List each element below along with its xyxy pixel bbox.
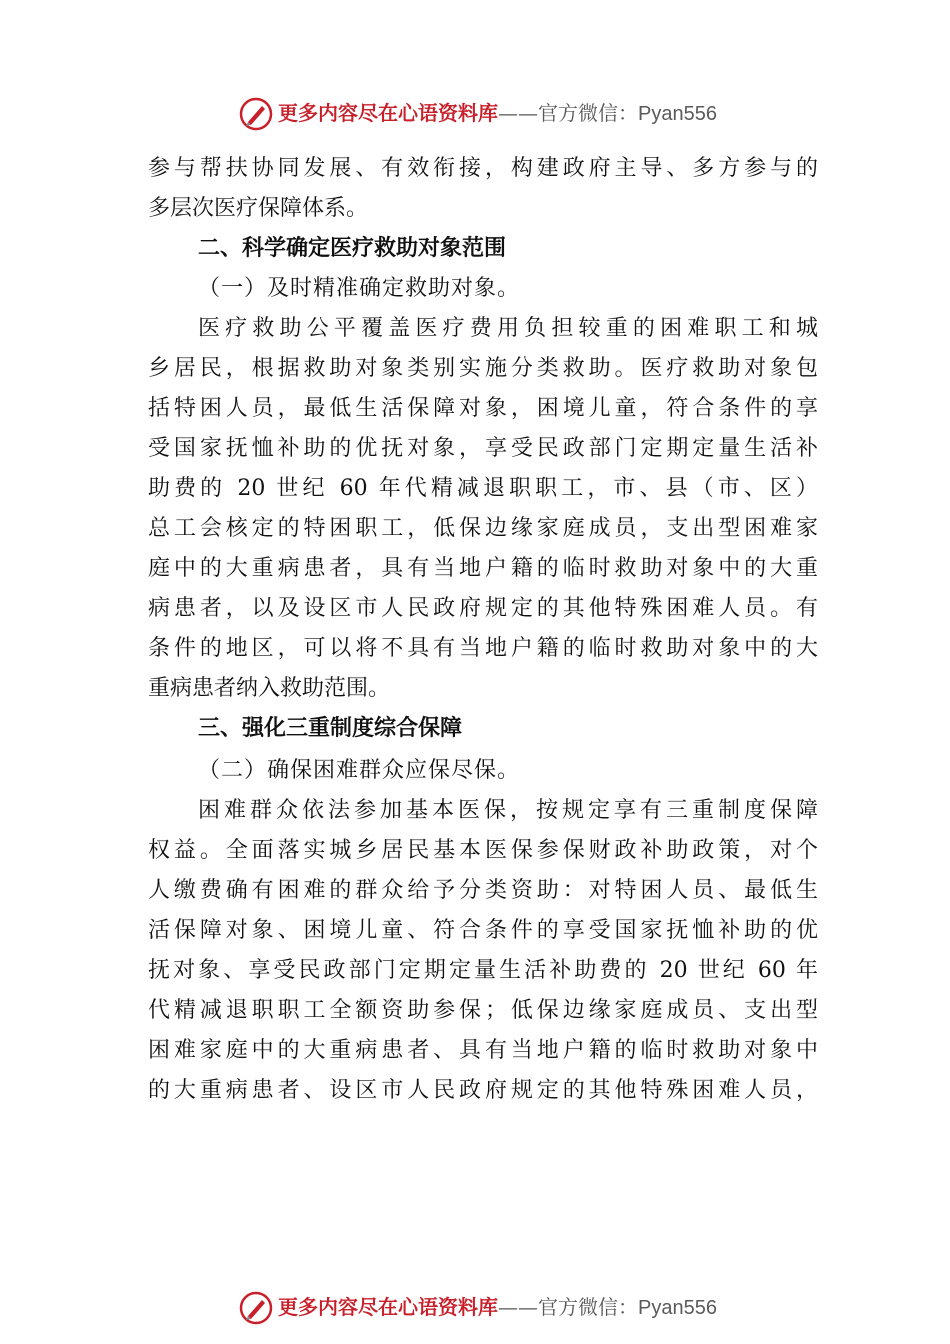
section-heading: 三、强化三重制度综合保障 <box>198 716 463 741</box>
text-line: 的大重病患者、设区市人民政府规定的其他特殊困难人员， <box>148 1078 818 1103</box>
text-line: 重病患者纳入救助范围。 <box>148 676 391 701</box>
banner-text <box>278 1294 717 1321</box>
text-line: 括特困人员，最低生活保障对象，困境儿童，符合条件的享 <box>148 396 818 421</box>
text-line: 条件的地区，可以将不具有当地户籍的临时救助对象中的大 <box>148 636 818 661</box>
text-line: 代精减退职职工全额资助参保；低保边缘家庭成员、支出型 <box>148 998 818 1023</box>
text-line: 庭中的大重病患者，具有当地户籍的临时救助对象中的大重 <box>148 556 818 581</box>
subsection-heading: （二）确保困难群众应保尽保。 <box>198 758 521 783</box>
subsection-heading: （一）及时精准确定救助对象。 <box>198 276 521 301</box>
text-line: 助费的 20 世纪 60 年代精减退职职工，市、县（市、区） <box>148 476 818 501</box>
text-line: 总工会核定的特困职工，低保边缘家庭成员，支出型困难家 <box>148 516 818 541</box>
text-line: 病患者，以及设区市人民政府规定的其他特殊困难人员。有 <box>148 596 818 621</box>
text-line: 受国家抚恤补助的优抚对象，享受民政部门定期定量生活补 <box>148 436 818 461</box>
banner-wechat-label: 官方微信： <box>538 1295 638 1319</box>
pen-logo-icon <box>238 1290 274 1326</box>
banner-wechat-label: 官方微信： <box>538 101 638 125</box>
text-line: 活保障对象、困境儿童、符合条件的享受国家抚恤补助的优 <box>148 918 818 943</box>
banner-wechat-id: Pyan556 <box>638 103 717 125</box>
text-line: 医疗救助公平覆盖医疗费用负担较重的困难职工和城 <box>198 316 818 341</box>
banner-dash: —— <box>498 101 538 125</box>
banner-site-text: 更多内容尽在心语资料库 <box>278 1295 498 1319</box>
banner-text <box>278 100 717 127</box>
text-line: 人缴费确有困难的群众给予分类资助：对特困人员、最低生 <box>148 878 818 903</box>
header-banner <box>0 94 950 134</box>
text-line: 乡居民，根据救助对象类别实施分类救助。医疗救助对象包 <box>148 356 818 381</box>
footer-banner <box>0 1288 950 1328</box>
text-line: 困难群众依法参加基本医保，按规定享有三重制度保障 <box>198 798 818 823</box>
banner-wechat-id: Pyan556 <box>638 1297 717 1319</box>
banner-dash: —— <box>498 1295 538 1319</box>
text-line: 多层次医疗保障体系。 <box>148 196 369 221</box>
text-line: 权益。全面落实城乡居民基本医保参保财政补助政策，对个 <box>148 838 818 863</box>
text-line: 参与帮扶协同发展、有效衔接，构建政府主导、多方参与的 <box>148 156 818 181</box>
banner-site-text: 更多内容尽在心语资料库 <box>278 101 498 125</box>
text-line: 抚对象、享受民政部门定期定量生活补助费的 20 世纪 60 年 <box>148 958 818 983</box>
text-line: 困难家庭中的大重病患者、具有当地户籍的临时救助对象中 <box>148 1038 818 1063</box>
pen-logo-icon <box>238 96 274 132</box>
section-heading: 二、科学确定医疗救助对象范围 <box>198 236 507 261</box>
